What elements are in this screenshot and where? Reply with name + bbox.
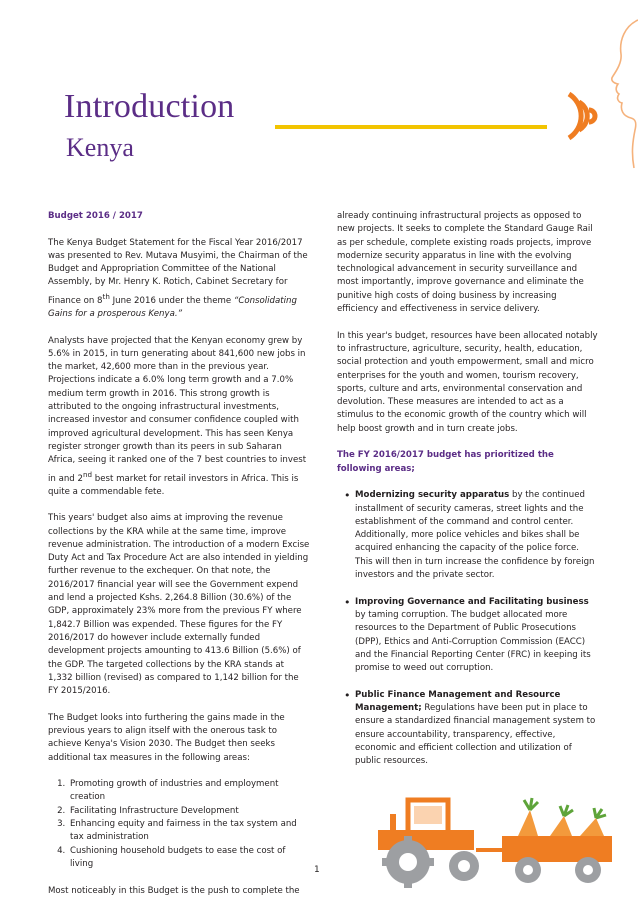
list-item: • Public Finance Management and Resource Management; Regulations have been put in place to ensure a standardized financial management system to ensure accountability, transparency, effective, economic and efficient collection and utilization of public resources. — [355, 689, 599, 769]
allocation-paragraph: In this year's budget, resources have been allocated notably to infrastructure, agriculture, security, health, education, social protection and youth empowerment, small and micro enterprises for the youth and women, tourism recovery, sports, culture and arts, environmental conservation and devolution. These measures are intended to act as a stimulus to the economic growth of the country which will help boost growth and in turn create jobs. — [337, 330, 598, 434]
list-item: • Improving Governance and Facilitating business by taming corruption. The budget allocated more resources to the Department of Public Prosecutions (DPP), Ethics and Anti-Corruption Commission (EACC) and the Financial Reporting Center (FRC) in keeping its promise to weed out corruption. — [355, 596, 599, 676]
revenue-paragraph: This years' budget also aims at improving the revenue collections by the KRA while at the same time, improve revenue administration. The introduction of a modern Excise Duty Act and Tax Procedure Act are also intended in yielding further revenue to the exchequer. On that note, the 2016/2017 financial year will see the Government expend and lend a projected Kshs. 2,264.8 Billion (30.6%) of the GDP, approximately 23% more from the previous FY where 1,842.7 Billion was expended. These figures for the FY 2016/2017 do however include externally funded development projects amounting to 413.6 Billion (5.6%) of the GDP. The targeted collections by the KRA stands at 1,332 billion (revised) as compared to 1,142 billion for the FY 2015/2016. — [48, 513, 310, 697]
projects-paragraph: already continuing infrastructural projects as opposed to new projects. It seeks to complete the Standard Gauge Rail as per schedule, complete existing roads projects, improve modernize security apparatus in line with the evolving technological advancement in security surveillance and most importantly, improve governance and eliminate the punitive high costs of doing business by increasing efficiency and effectiveness in service delivery. — [337, 211, 593, 315]
list-item: 4. Cushioning household budgets to ease the cost of living — [68, 845, 310, 872]
page-title: Introduction — [64, 88, 235, 125]
priorities-heading: The FY 2016/2017 budget has prioritized the following areas; — [337, 450, 554, 474]
list-item: 1. Promoting growth of industries and employment creation — [68, 778, 310, 805]
list-item: 3. Enhancing equity and fairness in the tax system and tax administration — [68, 818, 310, 845]
economy-paragraph: Analysts have projected that the Kenyan economy grew by 5.6% in 2015, in turn generating about 841,600 new jobs in the market, 42,600 more than in the previous year. Projections indicate a 6.0% long term growth and a 7.0% medium term growth in 2016. This strong growth is attributed to the ongoing infrastructural investments, increased investor and consumer confidence coupled with improved agricultural development. This has seen Kenya register stronger growth than its peers in sub Saharan Africa, seeing it ranked one of the 7 best countries to invest in and 2nd best market for retail investors in Africa. This is quite a commendable fete. — [48, 335, 307, 497]
left-column — [48, 210, 310, 911]
budget-heading: Budget 2016 / 2017 — [48, 211, 143, 221]
closing-paragraph: Most noticeably in this Budget is the push to complete the — [48, 885, 300, 896]
right-column — [337, 210, 599, 782]
title-rule — [275, 125, 547, 129]
budget-theme: “Consolidating Gains for a prosperous Kenya.” — [48, 295, 297, 319]
list-item: • Modernizing security apparatus by the continued installment of security cameras, street lights and the establishment of the command and control center. Additionally, more police vehicles and bikes shall be acquired enhancing the capacity of the police force. This will then in turn increase the confidence by foreign investors and the private sector. — [355, 489, 599, 582]
tractor-icon — [368, 792, 620, 888]
vision-paragraph: The Budget looks into furthering the gains made in the previous years to align itself with the onerous task to achieve Kenya's Vision 2030. The Budget then seeks additional tax measures in the following areas: — [48, 712, 285, 763]
page-number: 1 — [314, 865, 320, 875]
priorities-list — [337, 489, 599, 768]
budget-statement-paragraph: The Kenya Budget Statement for the Fiscal Year 2016/2017 was presented to Rev. Mutava Musyimi, the Chairman of the Budget and Appropriation Committee of the National Assembly, by Mr. Henry K. Rotich, Cabinet Secretary for Finance on 8th June 2016 under the theme “Consolidating Gains for a prosperous Kenya.” — [48, 237, 308, 319]
page-subtitle: Kenya — [66, 133, 134, 162]
speaking-head-icon — [555, 18, 638, 178]
list-item: 2. Facilitating Infrastructure Development — [68, 805, 310, 818]
tax-measures-list — [48, 778, 310, 871]
